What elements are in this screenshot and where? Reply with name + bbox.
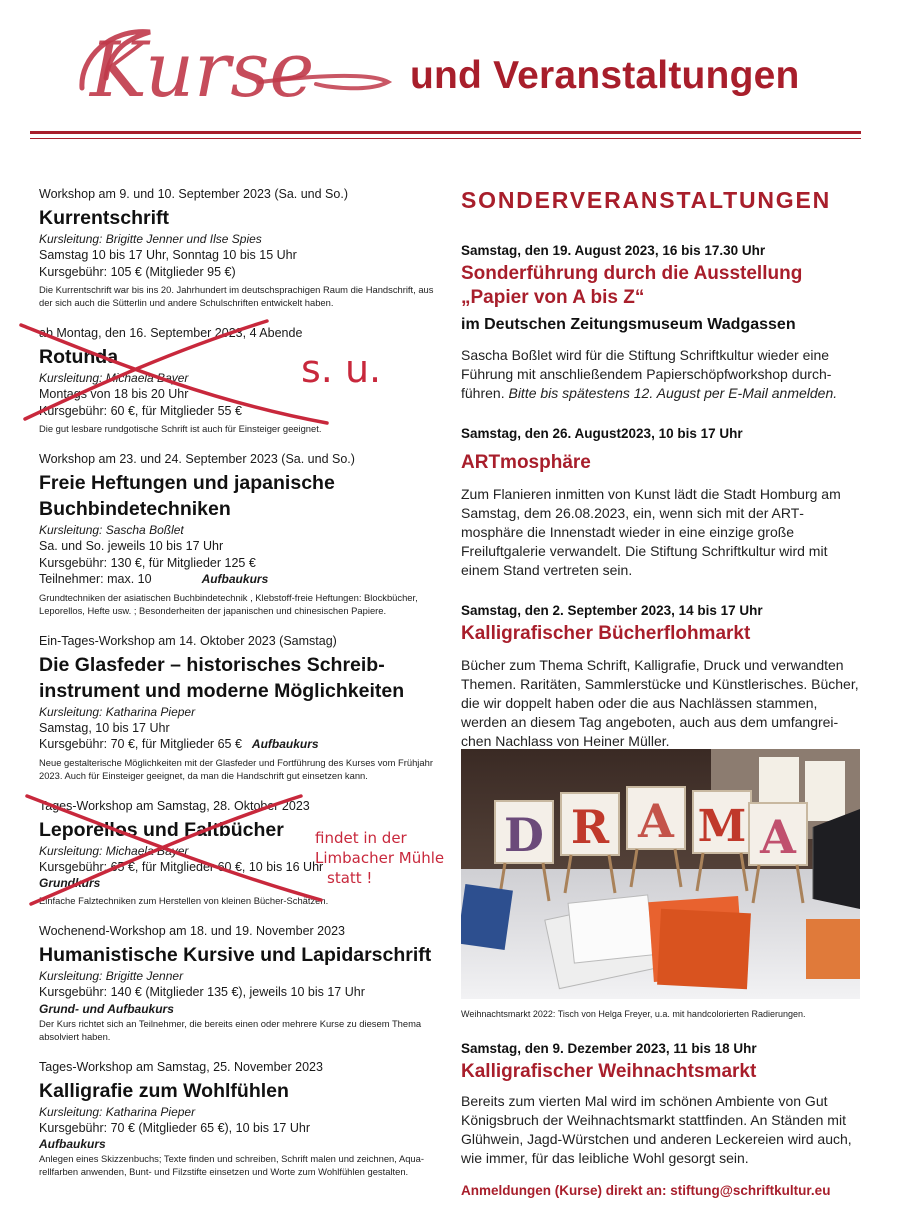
svg-text:R: R	[570, 800, 610, 854]
course-level: Aufbaukurs	[201, 572, 269, 586]
event-title: Kalligrafischer Bücherflohmarkt	[461, 623, 751, 644]
course-title-line: Buchbindetechniken	[39, 498, 231, 520]
fee-text: Kursgebühr: 70 €, für Mitglieder 65 €	[39, 737, 242, 751]
course-instructor: Kursleitung: Brigitte Jenner	[39, 969, 184, 983]
event-sonderfuehrung	[461, 242, 861, 403]
course-description: Anlegen eines Skizzenbuchs; Texte finden und schreiben, Schrift malen und zeichnen, Aquarellfarben anwenden, Bunt- und Filzstifte einsetzen und Worte zum Wohlfühlen gestalten.	[39, 1153, 424, 1177]
section-heading: SONDERVERANSTALTUNGEN	[461, 187, 832, 213]
logo-text: Kurse	[90, 25, 315, 114]
event-photo	[461, 749, 860, 999]
course-kurrentschrift	[39, 186, 449, 309]
course-fee: Kursgebühr: 65 €, für Mitglieder 60 €, 10 bis 16 Uhr	[39, 859, 324, 874]
event-description: Bücher zum Thema Schrift, Kalligrafie, Druck und verwandten Themen. Raritäten, Sammlerstücke und Künstlerisches. Bücher, die wir doppelt haben oder die aus Nachlässen stammen, werden an diesem Tag angeboten, auch aus dem umfangreichen Nachlass von Heiner Müller.	[461, 657, 859, 749]
course-date: Workshop am 23. und 24. September 2023 (Sa. und So.)	[39, 452, 355, 466]
course-glasfeder	[39, 633, 449, 782]
handwritten-note-su: s. u.	[301, 347, 382, 391]
course-description: Die Kurrentschrift war bis ins 20. Jahrhundert im deutschsprachigen Raum die Handschrift, aus der sich auch die Sütterlin und andere Schulschriften entwickelt haben.	[39, 284, 434, 308]
event-title: ARTmosphäre	[461, 452, 591, 473]
header-rule-thin	[30, 138, 861, 139]
course-date: ab Montag, den 16. September 2023, 4 Abende	[39, 326, 303, 340]
photo-drama-letters	[461, 749, 860, 999]
course-freie-heftungen	[39, 451, 449, 617]
course-fee: Kursgebühr: 105 € (Mitglieder 95 €)	[39, 264, 236, 279]
header-rule	[30, 131, 861, 134]
registration-contact: Anmeldungen (Kurse) direkt an: stiftung@schriftkultur.eu	[461, 1183, 831, 1198]
event-description: Bereits zum vierten Mal wird im schönen Ambiente von Gut Königsbruch der Weihnachtsmarkt stattfinden. An Ständen mit Glühwein, Jagd-Würstchen und anderen Leckereien wird auch, wie immer, für das leibliche Wohl gesorgt sein.	[461, 1093, 852, 1166]
course-humanistische-kursive	[39, 923, 449, 1043]
event-title: Kalligrafischer Weihnachtsmarkt	[461, 1061, 757, 1082]
course-date: Workshop am 9. und 10. September 2023 (Sa. und So.)	[39, 187, 348, 201]
course-date: Ein-Tages-Workshop am 14. Oktober 2023 (Samstag)	[39, 633, 337, 648]
course-title-line: instrument und moderne Möglichkeiten	[39, 679, 405, 702]
course-instructor: Kursleitung: Michaela Bayer	[39, 371, 189, 385]
event-title	[461, 262, 861, 310]
course-time: Montags von 18 bis 20 Uhr	[39, 387, 189, 401]
event-date: Samstag, den 9. Dezember 2023, 11 bis 18 Uhr	[461, 1041, 757, 1056]
course-fee: Kursgebühr: 60 €, für Mitglieder 55 €	[39, 403, 242, 418]
course-time: Samstag 10 bis 17 Uhr, Sonntag 10 bis 15 Uhr	[39, 248, 297, 262]
course-time: Samstag, 10 bis 17 Uhr	[39, 720, 170, 735]
course-description: Der Kurs richtet sich an Teilnehmer, die bereits einen oder mehrere Kurse zu diesem Thema absolviert haben.	[39, 1017, 422, 1042]
event-date: Samstag, den 19. August 2023, 16 bis 17.30 Uhr	[461, 243, 766, 258]
course-level: Aufbaukurs	[251, 737, 319, 751]
event-text: Sascha Boßlet wird für die Stiftung Schriftkultur wieder eine Führung mit anschließendem Papierschöpfworkshop durchführen.	[461, 347, 832, 401]
course-description: Die gut lesbare rundgotische Schrift ist auch für Einsteiger geeignet.	[39, 423, 322, 434]
event-buecherflohmarkt	[461, 602, 861, 751]
special-events	[461, 186, 861, 751]
course-fee: Kursgebühr: 70 € (Mitglieder 65 €), 10 bis 17 Uhr	[39, 1120, 310, 1135]
photo-caption: Weihnachtsmarkt 2022: Tisch von Helga Freyer, u.a. mit handcolorierten Radierungen.	[461, 1009, 806, 1019]
course-title: Rotunda	[39, 346, 119, 368]
course-title: Leporellos und Faltbücher	[39, 818, 284, 841]
course-fee: Kursgebühr: 140 € (Mitglieder 135 €), jeweils 10 bis 17 Uhr	[39, 985, 365, 999]
course-instructor: Kursleitung: Sascha Boßlet	[39, 523, 184, 537]
svg-text:A: A	[638, 794, 674, 848]
course-title	[39, 652, 449, 704]
handwritten-note-location	[315, 828, 444, 888]
course-title-line: Die Glasfeder – historisches Schreib-	[39, 653, 385, 676]
note-line: Limbacher Mühle	[315, 848, 445, 867]
page-title: und Veranstaltungen	[410, 54, 800, 97]
course-level: Grundkurs	[39, 876, 101, 890]
page-header	[0, 0, 900, 150]
event-artmosphaere	[461, 425, 861, 580]
event-title-line: Sonderführung durch die Ausstellung	[461, 263, 803, 284]
event-description	[461, 346, 861, 403]
course-description: Neue gestalterische Möglichkeiten mit der Glasfeder und Fortführung des Kurses vom Frühjahr 2023. Auch für Einsteiger geeignet, da man die Handschrift gut einsetzen kann.	[39, 756, 433, 781]
note-line: statt !	[327, 868, 373, 887]
course-level: Aufbaukurs	[39, 1137, 106, 1151]
course-title: Kurrentschrift	[39, 207, 170, 229]
course-date: Tages-Workshop am Samstag, 28. Oktober 2023	[39, 798, 310, 813]
svg-text:M: M	[697, 801, 747, 852]
event-date: Samstag, den 2. September 2023, 14 bis 17 Uhr	[461, 603, 763, 618]
course-description: Einfache Falztechniken zum Herstellen von kleinen Bücher-Schätzen.	[39, 895, 329, 906]
course-fee: Kursgebühr: 130 €, für Mitglieder 125 €	[39, 555, 256, 570]
kurse-logo	[70, 18, 400, 123]
course-title-line: Freie Heftungen und japanische	[39, 472, 335, 494]
course-rotunda	[39, 325, 449, 435]
course-leporellos	[39, 798, 449, 908]
event-location: im Deutschen Zeitungsmuseum Wadgassen	[461, 316, 796, 333]
course-instructor: Kursleitung: Katharina Pieper	[39, 704, 196, 719]
course-date: Tages-Workshop am Samstag, 25. November 2023	[39, 1059, 323, 1074]
note-line: findet in der	[315, 828, 407, 847]
course-title: Kalligrafie zum Wohlfühlen	[39, 1079, 289, 1102]
event-text-note: Bitte bis spätestens 12. August per E-Mail anmelden.	[508, 385, 838, 401]
event-weihnachtsmarkt	[461, 1040, 861, 1168]
course-fee	[39, 736, 449, 753]
course-date: Wochenend-Workshop am 18. und 19. November 2023	[39, 924, 345, 938]
course-participants	[39, 571, 449, 588]
course-level: Grund- und Aufbaukurs	[39, 1001, 174, 1016]
course-title	[39, 470, 449, 522]
event-title-line: „Papier von A bis Z“	[461, 287, 645, 308]
course-title: Humanistische Kursive und Lapidarschrift	[39, 944, 432, 966]
course-instructor: Kursleitung: Katharina Pieper	[39, 1104, 196, 1119]
participants-text: Teilnehmer: max. 10	[39, 572, 152, 586]
svg-text:D: D	[504, 808, 544, 862]
svg-text:A: A	[760, 810, 796, 864]
course-instructor: Kursleitung: Michaela Bayer	[39, 843, 189, 858]
course-instructor: Kursleitung: Brigitte Jenner und Ilse Spies	[39, 232, 262, 246]
course-description: Grundtechniken der asiatischen Buchbindetechnik , Klebstoff-freie Heftungen: Blockbücher, Leporellos, Hefte usw. ; Besonderheiten der japanischen und chinesischen Papiere.	[39, 591, 418, 616]
course-list	[39, 186, 449, 1194]
event-date: Samstag, den 26. August2023, 10 bis 17 Uhr	[461, 426, 743, 441]
event-description: Zum Flanieren inmitten von Kunst lädt die Stadt Homburg am Samstag, dem 26.08.2023, ein, wenn sich mit der ARTmosphäre die Innenstadt wieder in eine einzige große Freiluftgalerie verwandelt. Die Stiftung Schriftkultur wird mit einem Stand vertreten sein.	[461, 486, 841, 578]
course-time: Sa. und So. jeweils 10 bis 17 Uhr	[39, 539, 224, 553]
course-kalligrafie-wohlfuehlen	[39, 1059, 449, 1179]
